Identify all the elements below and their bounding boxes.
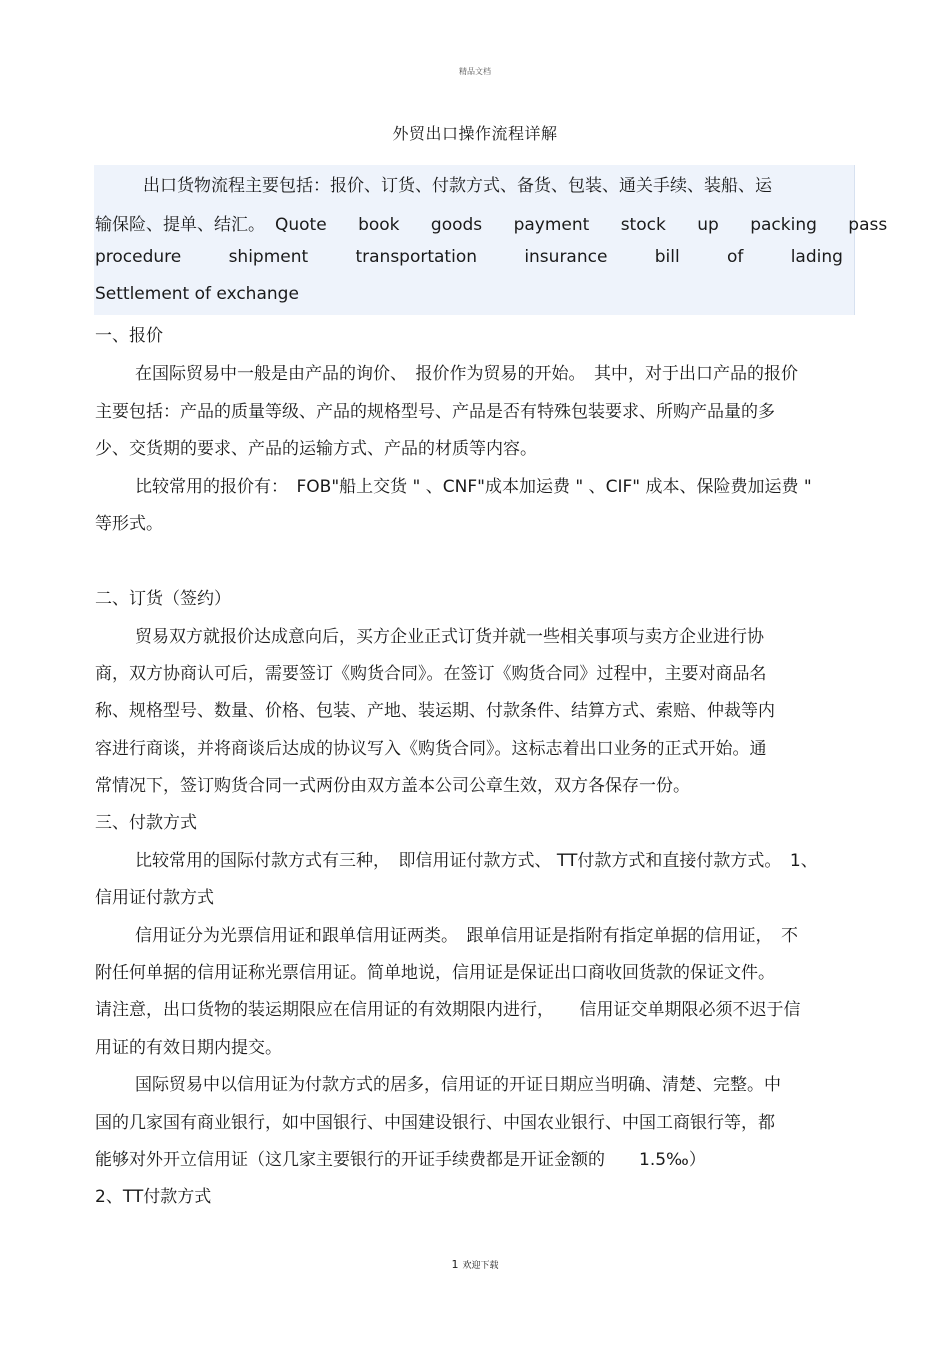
paragraph-line: 比较常用的国际付款方式有三种， 即信用证付款方式、 TT付款方式和直接付款方式。 1、 [135, 851, 818, 871]
summary-word: bill [654, 247, 680, 267]
section-heading: 二、订货（签约） [95, 589, 231, 609]
paragraph-line: 少、交货期的要求、产品的运输方式、产品的材质等内容。 [95, 439, 537, 459]
paragraph-line: 请注意，出口货物的装运期限应在信用证的有效期限内进行， 信用证交单期限必须不迟于信 [95, 1000, 801, 1020]
paragraph-line: 信用证分为光票信用证和跟单信用证两类。 跟单信用证是指附有指定单据的信用证， 不 [135, 926, 798, 946]
section-heading: 三、付款方式 [95, 813, 197, 833]
paragraph-line: 等形式。 [95, 514, 163, 534]
paragraph-line: 国际贸易中以信用证为付款方式的居多，信用证的开证日期应当明确、清楚、完整。中 [135, 1075, 781, 1095]
page-footer [0, 1258, 950, 1271]
paragraph-line: 贸易双方就报价达成意向后，买方企业正式订货并就一些相关事项与卖方企业进行协 [135, 627, 764, 647]
summary-line: Settlement of exchange [95, 284, 299, 304]
paragraph-line: 商，双方协商认可后，需要签订《购货合同》。在签订《购货合同》过程中，主要对商品名 [95, 664, 767, 684]
summary-line: 出口货物流程主要包括：报价、订货、付款方式、备货、包装、通关手续、装船、运 [143, 176, 772, 196]
section-heading: 一、报价 [95, 326, 163, 346]
footer-text: 欢迎下载 [462, 1261, 499, 1271]
paragraph-line: 主要包括：产品的质量等级、产品的规格型号、产品是否有特殊包装要求、所购产品量的多 [95, 402, 775, 422]
summary-line-cn: 输保险、提单、结汇。 [95, 215, 265, 235]
summary-word: lading [790, 247, 843, 267]
summary-line [95, 210, 887, 235]
paragraph-line: 容进行商谈，并将商谈后达成的协议写入《购货合同》。这标志着出口业务的正式开始。通 [95, 739, 767, 759]
summary-word: of [727, 247, 744, 267]
paragraph-line: 比较常用的报价有： FOB"船上交货 " 、CNF"成本加运费 " 、CIF" 成本、保险费加运费 " [135, 477, 812, 497]
paragraph-line: 国的几家国有商业银行，如中国银行、中国建设银行、中国农业银行、中国工商银行等，都 [95, 1113, 775, 1133]
header-watermark: 精品文档 [459, 67, 491, 76]
paragraph-line: 称、规格型号、数量、价格、包装、产地、装运期、付款条件、结算方式、索赔、仲裁等内 [95, 701, 775, 721]
paragraph-line: 用证的有效日期内提交。 [95, 1038, 282, 1058]
summary-word: shipment [228, 247, 309, 267]
page-number: 1 [451, 1258, 459, 1271]
subsection-heading: 信用证付款方式 [95, 888, 214, 908]
document-title: 外贸出口操作流程详解 [392, 124, 558, 143]
summary-word: transportation [355, 247, 478, 267]
paragraph-line: 能够对外开立信用证（这几家主要银行的开证手续费都是开证金额的 1.5‰） [95, 1150, 706, 1170]
summary-line-en: Quote book goods payment stock up packing pass [275, 215, 888, 235]
paragraph-line: 常情况下，签订购货合同一式两份由双方盖本公司公章生效，双方各保存一份。 [95, 776, 690, 796]
subsection-heading: 2、TT付款方式 [95, 1187, 212, 1207]
paragraph-line: 附任何单据的信用证称光票信用证。简单地说，信用证是保证出口商收回货款的保证文件。 [95, 963, 775, 983]
summary-word: procedure [95, 247, 182, 267]
summary-word: insurance [524, 247, 608, 267]
summary-line [95, 247, 843, 267]
paragraph-line: 在国际贸易中一般是由产品的询价、 报价作为贸易的开始。 其中，对于出口产品的报价 [135, 364, 798, 384]
